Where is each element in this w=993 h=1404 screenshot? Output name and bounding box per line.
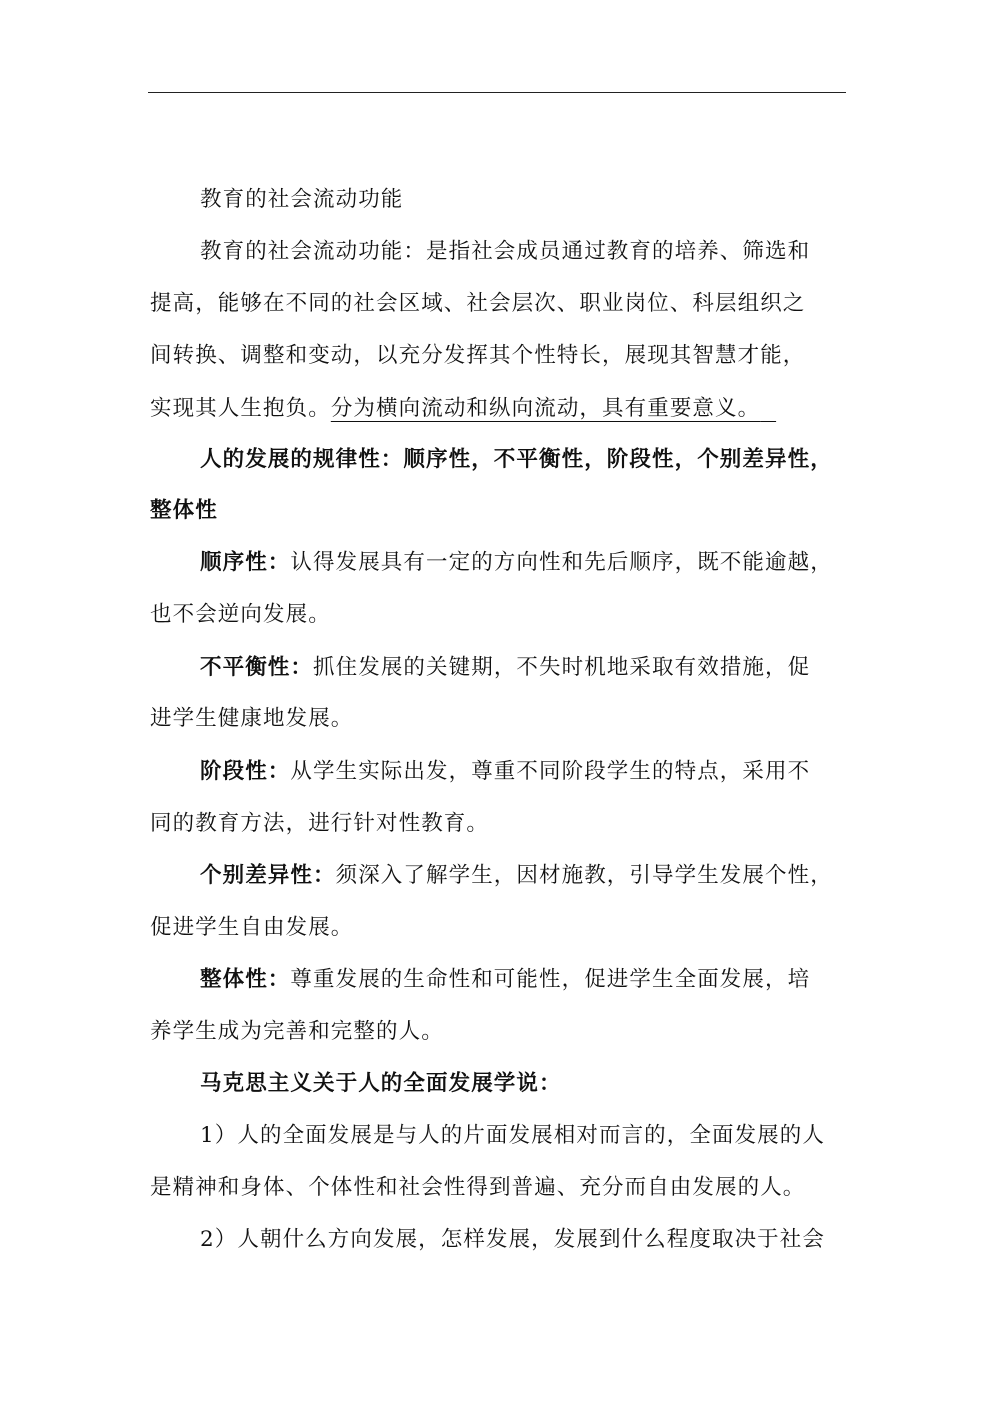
term-label: 个别差异性： (200, 863, 336, 888)
paragraph-text: 实现其人生抱负。 (150, 396, 331, 421)
section-heading-social-mobility: 教育的社会流动功能 (200, 187, 404, 212)
paragraph-line: 同的教育方法，进行针对性教育。 (150, 811, 490, 836)
term-label: 顺序性： (200, 550, 291, 575)
list-item-2: 2）人朝什么方向发展，怎样发展，发展到什么程度取决于社会 (200, 1227, 825, 1252)
definition-text: 须深入了解学生，因材施教，引导学生发展个性， (335, 863, 833, 888)
paragraph-line: 进学生健康地发展。 (150, 706, 354, 731)
list-item-1: 1）人的全面发展是与人的片面发展相对而言的，全面发展的人 (200, 1123, 825, 1148)
paragraph-line: 教育的社会流动功能：是指社会成员通过教育的培养、筛选和 (200, 239, 811, 264)
definition-text: 认得发展具有一定的方向性和先后顺序，既不能逾越， (290, 550, 833, 575)
term-label: 整体性： (200, 967, 291, 992)
paragraph-line: 也不会逆向发展。 (150, 602, 331, 627)
section-heading-development-laws: 人的发展的规律性：顺序性，不平衡性，阶段性，个别差异性， (200, 447, 833, 472)
underlined-text: 分为横向流动和纵向流动，具有重要意义。 (330, 396, 761, 421)
definition-text: 从学生实际出发，尊重不同阶段学生的特点，采用不 (290, 759, 811, 784)
paragraph-line: 促进学生自由发展。 (150, 915, 354, 940)
paragraph-line: 提高，能够在不同的社会区域、社会层次、职业岗位、科层组织之 (150, 291, 806, 316)
definition-stage (200, 758, 810, 786)
paragraph-line: 养学生成为完善和完整的人。 (150, 1019, 444, 1044)
list-item-1-cont: 是精神和身体、个体性和社会性得到普遍、充分而自由发展的人。 (150, 1175, 806, 1200)
header-rule (148, 92, 846, 93)
section-heading-marxism: 马克思主义关于人的全面发展学说： (200, 1071, 562, 1096)
definition-sequence (200, 549, 833, 577)
definition-text: 尊重发展的生命性和可能性，促进学生全面发展，培 (290, 967, 811, 992)
definition-integrity (200, 966, 810, 994)
term-label: 不平衡性： (200, 655, 314, 680)
section-heading-development-laws-cont: 整体性 (150, 498, 218, 523)
term-label: 阶段性： (200, 759, 291, 784)
definition-imbalance (200, 654, 810, 682)
definition-text: 抓住发展的关键期，不失时机地采取有效措施，促 (313, 655, 811, 680)
paragraph-line: 间转换、调整和变动，以充分发挥其个性特长，展现其智慧才能， (150, 343, 806, 368)
underline-tail (760, 396, 776, 421)
paragraph-line (150, 395, 776, 423)
definition-individual-difference (200, 862, 833, 890)
